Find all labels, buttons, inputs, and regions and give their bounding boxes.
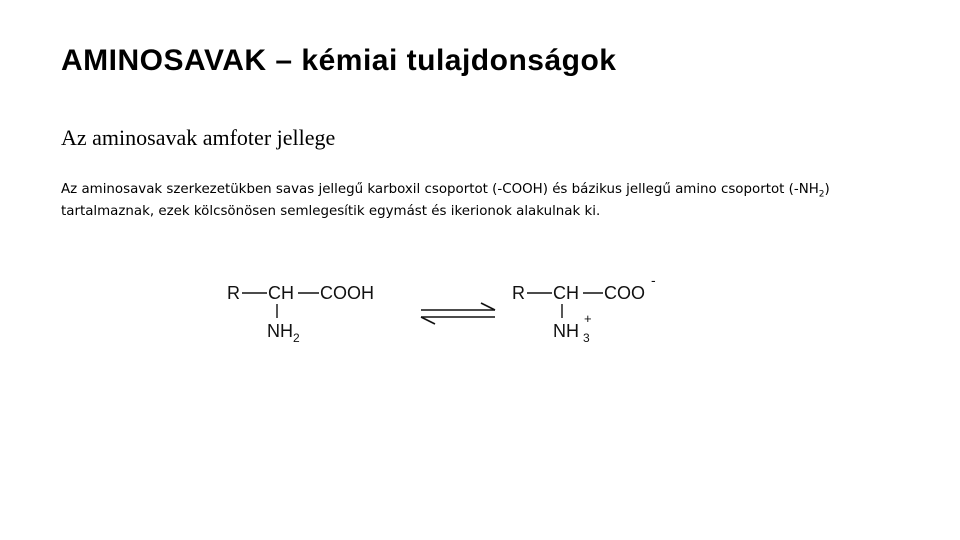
right-plus-charge: +	[584, 311, 592, 326]
right-ch-label: CH	[553, 283, 579, 303]
left-nh-label: NH	[267, 321, 293, 341]
right-r-label: R	[512, 283, 525, 303]
amino-acid-neutral-structure	[227, 283, 374, 345]
nh2-subscript: 2	[818, 189, 825, 200]
right-nh-label: NH	[553, 321, 579, 341]
slide-subtitle: Az aminosavak amfoter jellege	[61, 125, 336, 150]
left-ch-label: CH	[268, 283, 294, 303]
paragraph-part-2: ) tartalmaznak, ezek kölcsönösen semlegesítik egymást és	[61, 182, 830, 219]
amino-acid-equilibrium-scheme	[215, 265, 675, 355]
right-nh-subscript: 3	[583, 331, 590, 345]
left-cooh-label: COOH	[320, 283, 374, 303]
paragraph-part-3: alakulnak ki.	[511, 204, 601, 219]
right-minus-charge: -	[651, 272, 656, 288]
zwitterion-structure	[512, 272, 656, 345]
highlight-ikerionok: ikerionok	[450, 204, 512, 219]
slide-title: AMINOSAVAK – kémiai tulajdonságok	[61, 44, 617, 77]
right-coo-label: COO	[604, 283, 646, 303]
body-paragraph	[61, 179, 921, 223]
equilibrium-arrows	[421, 303, 495, 324]
left-r-label: R	[227, 283, 240, 303]
left-nh-subscript: 2	[293, 331, 300, 345]
paragraph-part-1: Az aminosavak szerkezetükben savas jellegű karboxil csoportot (-COOH) és bázikus jellegű amino csoportot (-NH	[61, 182, 819, 197]
